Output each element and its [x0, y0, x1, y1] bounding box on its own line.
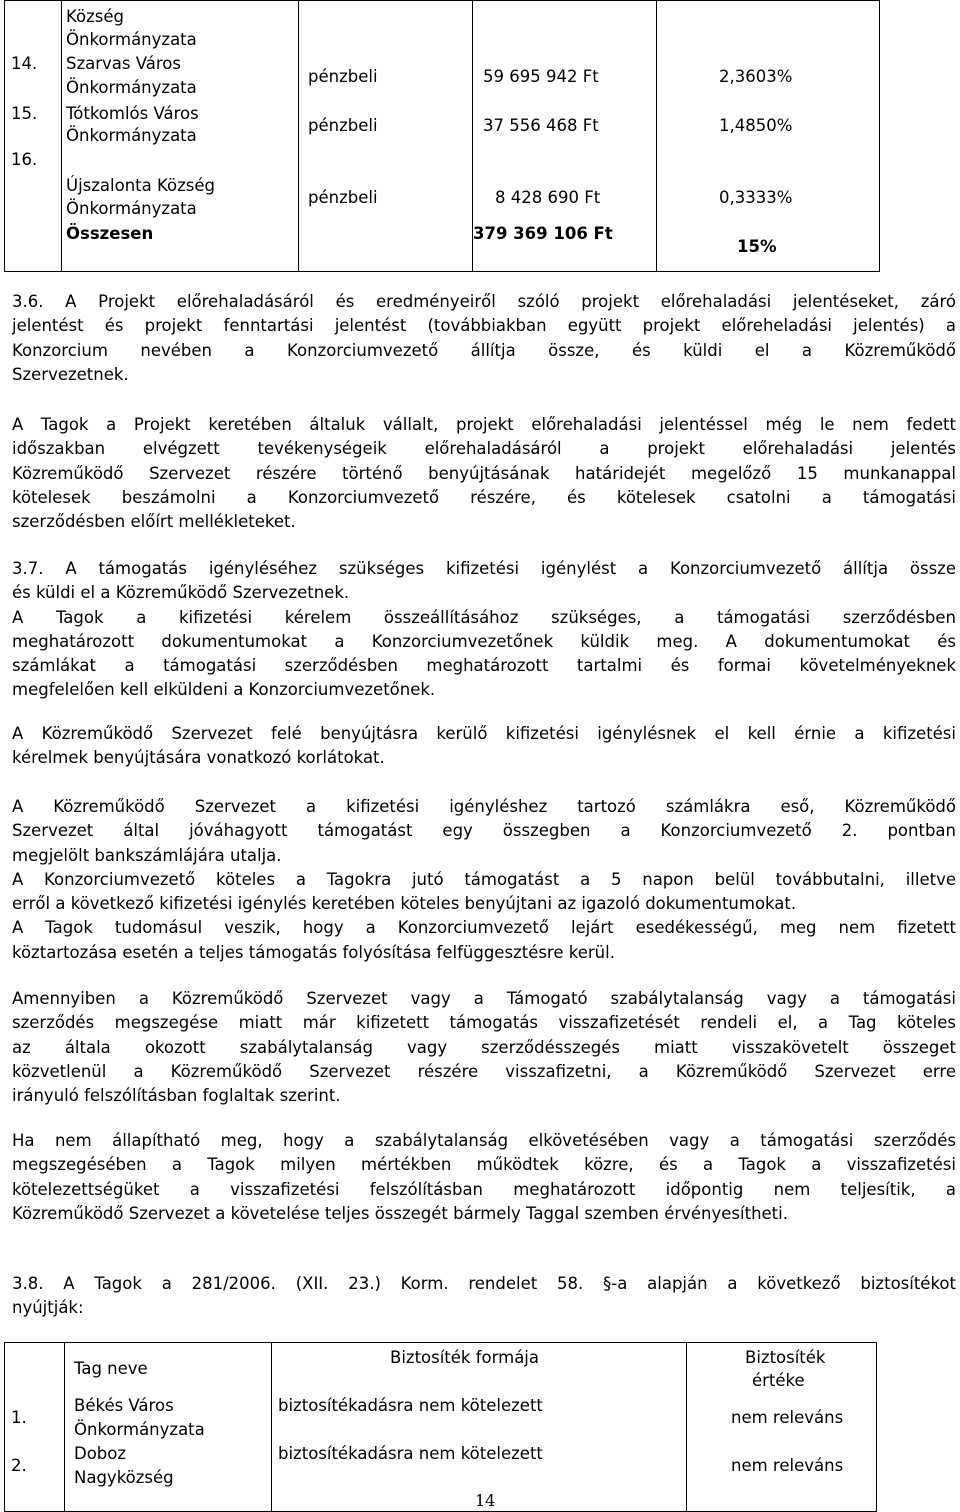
- contribution-percent: 1,4850%: [719, 116, 793, 135]
- column-header: Tag neve: [74, 1359, 148, 1378]
- column-header: értéke: [752, 1371, 805, 1390]
- total-label: Összesen: [66, 224, 154, 243]
- text-line: A Tagok a kifizetési kérelem összeállításához szükséges, a támogatási szerződésben: [12, 607, 956, 627]
- text-line: A Tagok a Projekt keretében általuk vállalt, projekt előrehaladási jelentéssel még le nem fedett: [12, 415, 956, 434]
- text-line: A Konzorciumvezető köteles a Tagokra jutó támogatást a 5 napon belül továbbutalni, illetve: [12, 869, 956, 889]
- text-line: erről a következő kifizetési igénylés keretében köteles benyújtani az igazoló dokumentumokat.: [12, 894, 797, 914]
- text-line: köztartozása esetén a teljes támogatás folyósítása felfüggesztésre kerül.: [12, 942, 615, 962]
- text-line: az általa okozott szabálytalanság vagy szerződésszegés miatt visszakövetelt összeget: [12, 1037, 956, 1057]
- member-name: Önkormányzata: [66, 78, 197, 97]
- amount-column: [473, 1, 657, 272]
- member-name: Nagyközség: [74, 1468, 174, 1487]
- text-line: Konzorcium nevében a Konzorciumvezető állítja össze, és küldi el a Közreműködő: [12, 340, 956, 360]
- member-name: Önkormányzata: [66, 199, 197, 218]
- row-number: 2.: [11, 1456, 27, 1475]
- column-header: Biztosíték formája: [390, 1348, 540, 1367]
- member-name: Önkormányzata: [66, 30, 197, 49]
- member-name-column: [62, 1, 299, 272]
- total-amount: 379 369 106 Ft: [473, 224, 613, 243]
- text-line: A Tagok tudomásul veszik, hogy a Konzorciumvezető lejárt esedékességű, meg nem fizetett: [12, 918, 956, 938]
- member-name: Békés Város: [74, 1396, 174, 1415]
- column-header: Biztosíték: [745, 1348, 826, 1367]
- guarantee-form: biztosítékadásra nem kötelezett: [278, 1396, 543, 1415]
- text-line: közvetlenül a Közreműködő Szervezet részére visszafizetni, a Közreműködő Szervezet erre: [12, 1061, 956, 1081]
- contribution-type: pénzbeli: [308, 116, 378, 135]
- member-name: Újszalonta Község: [66, 176, 215, 195]
- type-column: [299, 1, 473, 272]
- text-line: megfelelően kell elküldeni a Konzorciumvezetőnek.: [12, 680, 436, 700]
- contribution-amount: 59 695 942 Ft: [483, 67, 599, 86]
- text-line: időszakban elvégzett tevékenységeik előrehaladásáról a projekt előrehaladási jelentés: [12, 439, 956, 459]
- text-line: Amennyiben a Közreműködő Szervezet vagy a Támogató szabálytalanság vagy a támogatási: [12, 989, 956, 1008]
- row-number: 16.: [11, 150, 38, 169]
- contribution-amount: 37 556 468 Ft: [483, 116, 599, 135]
- row-number: 1.: [11, 1408, 27, 1427]
- text-line: kérelmek benyújtására vonatkozó korlátokat.: [12, 748, 385, 768]
- member-name: Község: [66, 7, 124, 26]
- member-name: Önkormányzata: [74, 1420, 205, 1439]
- text-line: számlákat a támogatási szerződésben meghatározott tartalmi és formai követelményeknek: [12, 656, 956, 676]
- text-line: Ha nem állapítható meg, hogy a szabálytalanság elkövetésében vagy a támogatási szerződés: [12, 1131, 956, 1150]
- text-line: kötelezettségüket a visszafizetési felszólításban meghatározott időpontig nem teljesítik, a: [12, 1179, 956, 1199]
- contribution-percent: 0,3333%: [719, 188, 793, 207]
- row-number: 15.: [11, 104, 38, 123]
- paragraph-3-8: [12, 1272, 956, 1321]
- contribution-table: [4, 0, 880, 272]
- member-name-column: [65, 1343, 272, 1512]
- text-line: kötelesek beszámolni a Konzorciumvezető részére, és kötelesek csatolni a támogatási: [12, 487, 956, 507]
- row-number: 14.: [11, 54, 38, 73]
- text-line: 3.6. A Projekt előrehaladásáról és eredményeiről szóló projekt előrehaladási jelentéseket, záró: [12, 292, 956, 311]
- guarantee-form: biztosítékadásra nem kötelezett: [278, 1444, 543, 1463]
- guarantee-form-column: [272, 1343, 687, 1512]
- text-line: megszegésében a Tagok milyen mértékben működtek közre, és a Tagok a visszafizetési: [12, 1155, 956, 1175]
- text-line: Szervezetnek.: [12, 364, 129, 384]
- percent-column: [657, 1, 880, 272]
- text-line: A Közreműködő Szervezet felé benyújtásra kerülő kifizetési igénylésnek el kell érnie a kifizetési: [12, 724, 956, 743]
- paragraph-3-7-payment: [12, 795, 956, 965]
- member-name: Szarvas Város: [66, 54, 181, 73]
- text-line: szerződésben előírt mellékleteket.: [12, 512, 296, 532]
- number-column: [5, 1, 62, 272]
- paragraph-3-6: [12, 290, 956, 387]
- member-name: Önkormányzata: [66, 126, 197, 145]
- text-line: meghatározott dokumentumokat a Konzorciumvezetőnek küldik meg. A dokumentumokat és: [12, 631, 956, 651]
- member-name: Tótkomlós Város: [66, 104, 199, 123]
- text-line: szerződés megszegése miatt már kifizetett támogatás visszafizetését rendeli el, a Tag köteles: [12, 1013, 956, 1033]
- paragraph-3-7: [12, 557, 956, 703]
- paragraph-3-7-repayment: [12, 987, 956, 1108]
- text-line: Közreműködő Szervezet a követelése teljes összegét bármely Taggal szemben érvényesítheti.: [12, 1203, 788, 1223]
- number-column: [5, 1343, 65, 1512]
- contribution-type: pénzbeli: [308, 67, 378, 86]
- guarantee-value: nem releváns: [731, 1408, 844, 1427]
- member-name: Doboz: [74, 1444, 127, 1463]
- text-line: nyújtják:: [12, 1298, 84, 1318]
- text-line: és küldi el a Közreműködő Szervezetnek.: [12, 583, 350, 603]
- contribution-percent: 2,3603%: [719, 67, 793, 86]
- text-line: jelentést és projekt fenntartási jelentést (továbbiakban együtt projekt előreheladási jelentés) a: [12, 316, 956, 336]
- text-line: A Közreműködő Szervezet a kifizetési igényléshez tartozó számlákra eső, Közreműködő: [12, 797, 956, 816]
- guarantee-table: [4, 1342, 877, 1512]
- text-line: Közreműködő Szervezet részére történő benyújtásának határidejét megelőző 15 munkanappal: [12, 463, 956, 483]
- text-line: irányuló felszólításban foglaltak szerint.: [12, 1086, 341, 1106]
- contribution-type: pénzbeli: [308, 188, 378, 207]
- contribution-amount: 8 428 690 Ft: [495, 188, 601, 207]
- total-percent: 15%: [737, 237, 777, 256]
- text-line: Szervezet által jóváhagyott támogatást egy összegben a Konzorciumvezető 2. pontban: [12, 821, 956, 841]
- text-line: megjelölt bankszámlájára utalja.: [12, 845, 282, 865]
- page-number: 14: [475, 1491, 496, 1510]
- text-line: 3.7. A támogatás igényléséhez szükséges kifizetési igénylést a Konzorciumvezető állítja össze: [12, 559, 956, 578]
- paragraph-3-6-members: [12, 413, 956, 534]
- paragraph-3-7-liability: [12, 1129, 956, 1226]
- guarantee-value: nem releváns: [731, 1456, 844, 1475]
- guarantee-value-column: [687, 1343, 877, 1512]
- text-line: 3.8. A Tagok a 281/2006. (XII. 23.) Korm. rendelet 58. §-a alapján a következő biztosítékot: [12, 1274, 956, 1293]
- paragraph-3-7-limits: [12, 722, 956, 771]
